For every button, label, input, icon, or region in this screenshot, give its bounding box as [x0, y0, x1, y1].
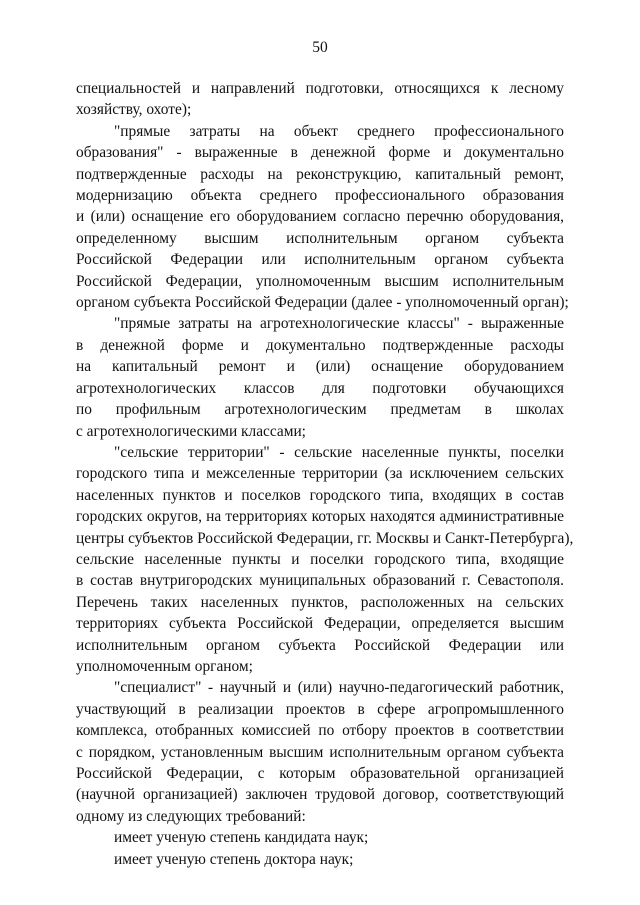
paragraph	[76, 442, 574, 677]
text-line: по профильным агротехнологическим предметам в школах	[76, 401, 564, 419]
text-line: населенных пунктов и поселков городского типа, входящих в состав	[76, 486, 564, 504]
text-line: участвующий в реализации проектов в сфере агропромышленного	[76, 700, 564, 718]
text-line: Российской Федерации или исполнительным органом субъекта	[76, 251, 564, 269]
text-line: одному из следующих требований:	[76, 807, 306, 825]
text-line: подтвержденные расходы на реконструкцию, капитальный ремонт,	[76, 165, 564, 183]
text-line: модернизацию объекта среднего профессионального образования	[76, 187, 564, 205]
paragraph	[76, 121, 569, 314]
text-line: органом субъекта Российской Федерации (далее - уполномоченный орган);	[76, 294, 569, 312]
text-line: уполномоченным органом;	[76, 657, 253, 675]
paragraph	[76, 849, 564, 870]
text-line: агротехнологических классов для подготовки обучающихся	[76, 379, 564, 397]
paragraph	[76, 78, 564, 121]
text-line: (научной организацией) заключен трудовой договор, соответствующий	[76, 786, 564, 804]
document-body	[76, 78, 574, 870]
paragraph	[76, 827, 564, 848]
text-line: с порядком, установленным высшим исполнительным органом субъекта	[76, 743, 564, 761]
text-line: определенному высшим исполнительным органом субъекта	[76, 229, 564, 247]
text-line: территориях субъекта Российской Федерации, определяется высшим	[76, 615, 564, 633]
text-line: имеет ученую степень кандидата наук;	[114, 829, 369, 847]
text-line: "прямые затраты на агротехнологические классы" - выраженные	[114, 315, 564, 333]
text-line: образования" - выраженные в денежной форме и документально	[76, 144, 564, 162]
paragraph	[76, 677, 564, 827]
text-line: на капитальный ремонт и (или) оснащение оборудованием	[76, 358, 564, 376]
text-line: городских округов, на территориях которых находятся административные	[76, 508, 564, 526]
text-line: хозяйству, охоте);	[76, 101, 192, 119]
text-line: сельские населенные пункты и поселки городского типа, входящие	[76, 550, 564, 568]
text-line: центры субъектов Российской Федерации, гг. Москвы и Санкт-Петербурга),	[76, 529, 574, 547]
text-line: исполнительным органом субъекта Российской Федерации или	[76, 636, 564, 654]
text-line: имеет ученую степень доктора наук;	[114, 850, 354, 868]
text-line: комплекса, отобранных комиссией по отбору проектов в соответствии	[76, 722, 564, 740]
text-line: Российской Федерации, с которым образовательной организацией	[76, 765, 564, 782]
text-line: с агротехнологическими классами;	[76, 422, 306, 440]
text-line: Перечень таких населенных пунктов, расположенных на сельских	[76, 593, 564, 611]
text-line: в денежной форме и документально подтвержденные расходы	[76, 336, 564, 354]
text-line: в состав внутригородских муниципальных образований г. Севастополя.	[76, 572, 564, 590]
text-line: городского типа и межселенные территории (за исключением сельских	[76, 465, 564, 483]
text-line: специальностей и направлений подготовки, относящихся к лесному	[76, 80, 564, 97]
page-number: 50	[312, 39, 328, 56]
text-line: "сельские территории" - сельские населенные пункты, поселки	[114, 443, 564, 461]
text-line: "специалист" - научный и (или) научно-педагогический работник,	[114, 679, 564, 697]
paragraph	[76, 313, 564, 441]
text-line: "прямые затраты на объект среднего профессионального	[114, 122, 564, 140]
text-line: Российской Федерации, уполномоченным высшим исполнительным	[76, 272, 564, 290]
text-line: и (или) оснащение его оборудованием согласно перечню оборудования,	[76, 208, 564, 226]
